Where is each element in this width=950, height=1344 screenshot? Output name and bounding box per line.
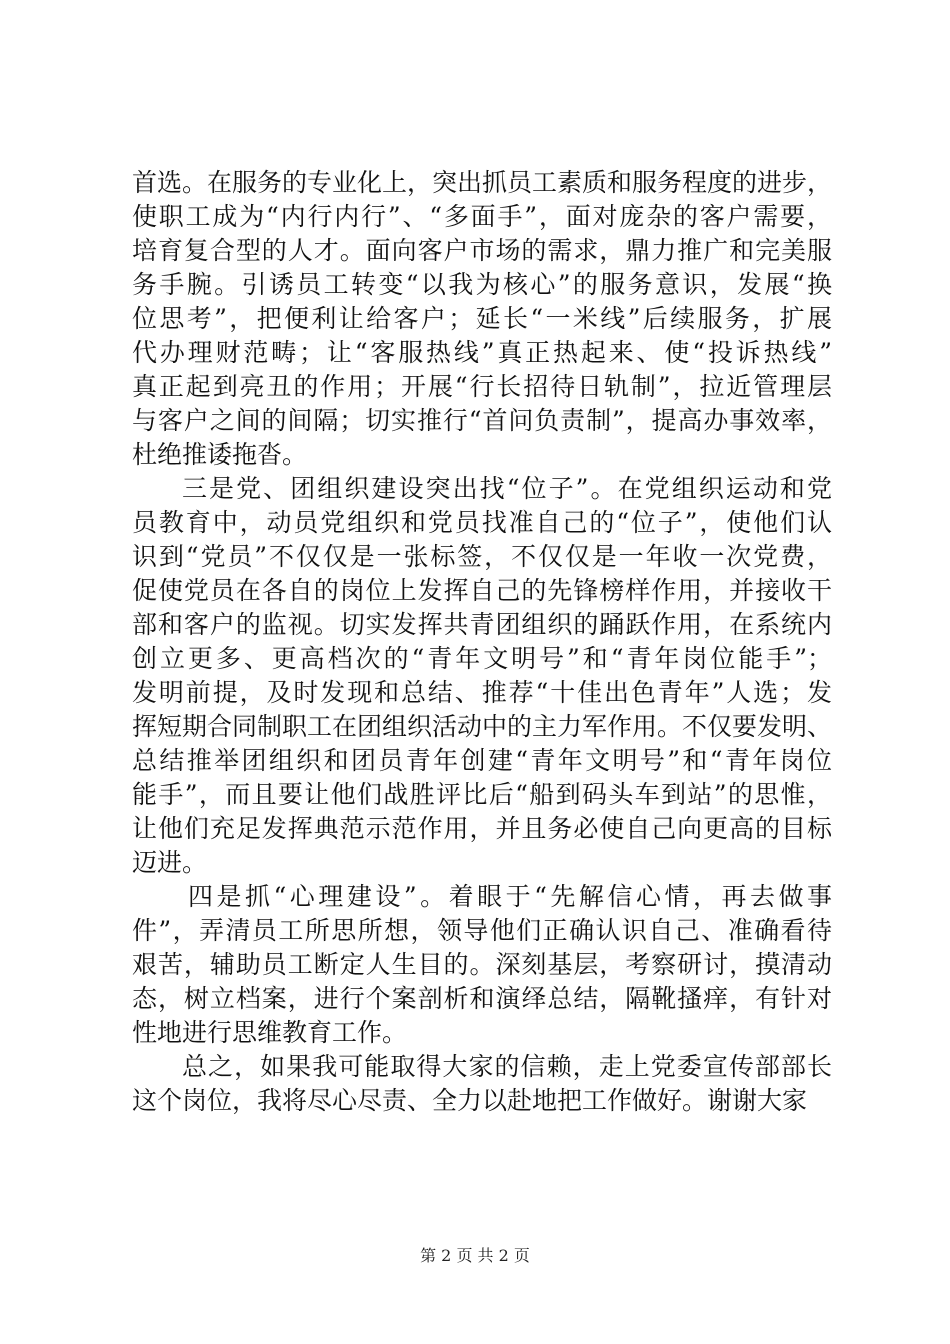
body-line: 员教育中，动员党组织和党员找准自己的“位子”，使他们认 <box>132 508 832 537</box>
body-line: 迈进。 <box>132 848 208 877</box>
body-line: 这个岗位，我将尽心尽责、全力以赴地把工作做好。谢谢大家 <box>132 1086 808 1115</box>
body-line: 识到“党员”不仅仅是一张标签，不仅仅是一年收一次党费， <box>132 542 832 571</box>
body-line: 务手腕。引诱员工转变“以我为核心”的服务意识，发展“换 <box>132 270 832 299</box>
body-line: 与客户之间的间隔；切实推行“首问负责制”，提高办事效率， <box>132 406 832 435</box>
paragraph-start-line: 四是抓“心理建设”。着眼于“先解信心情，再去做事 <box>188 882 832 911</box>
body-line: 真正起到亮丑的作用；开展“行长招待日轨制”，拉近管理层 <box>132 372 832 401</box>
body-line: 总结推举团组织和团员青年创建“青年文明号”和“青年岗位 <box>132 746 832 775</box>
paragraph-start-line: 总之，如果我可能取得大家的信赖，走上党委宣传部部长 <box>182 1052 832 1081</box>
body-line: 首选。在服务的专业化上，突出抓员工素质和服务程度的进步， <box>132 168 833 197</box>
body-line: 代办理财范畴；让“客服热线”真正热起来、使“投诉热线” <box>132 338 832 367</box>
body-line: 件”，弄清员工所思所想，领导他们正确认识自己、准确看待 <box>132 916 832 945</box>
body-line: 发明前提，及时发现和总结、推荐“十佳出色青年”人选；发 <box>132 678 832 707</box>
body-line: 能手”，而且要让他们战胜评比后“船到码头车到站”的思惟， <box>132 780 832 809</box>
document-body <box>132 166 832 1118</box>
paragraph-start-line: 三是党、团组织建设突出找“位子”。在党组织运动和党 <box>182 474 832 503</box>
body-line: 促使党员在各自的岗位上发挥自己的先锋榜样作用，并接收干 <box>132 576 832 605</box>
body-line: 挥短期合同制职工在团组织活动中的主力军作用。不仅要发明、 <box>132 712 833 741</box>
body-line: 培育复合型的人才。面向客户市场的需求，鼎力推广和完美服 <box>132 236 832 265</box>
body-line: 位思考”，把便利让给客户；延长“一米线”后续服务，扩展 <box>132 304 832 333</box>
body-line: 让他们充足发挥典范示范作用，并且务必使自己向更高的目标 <box>132 814 832 843</box>
body-line: 艰苦，辅助员工断定人生目的。深刻基层，考察研讨，摸清动 <box>132 950 832 979</box>
body-line: 部和客户的监视。切实发挥共青团组织的踊跃作用，在系统内 <box>132 610 832 639</box>
body-line: 态，树立档案，进行个案剖析和演绎总结，隔靴搔痒，有针对 <box>132 984 832 1013</box>
body-line: 使职工成为“内行内行”、“多面手”，面对庞杂的客户需要， <box>132 202 832 231</box>
body-line: 杜绝推诿拖沓。 <box>132 440 308 469</box>
body-line: 性地进行思维教育工作。 <box>132 1018 408 1047</box>
page-number-footer: 第 2 页 共 2 页 <box>420 1246 530 1265</box>
body-line: 创立更多、更高档次的“青年文明号”和“青年岗位能手”； <box>132 644 832 673</box>
